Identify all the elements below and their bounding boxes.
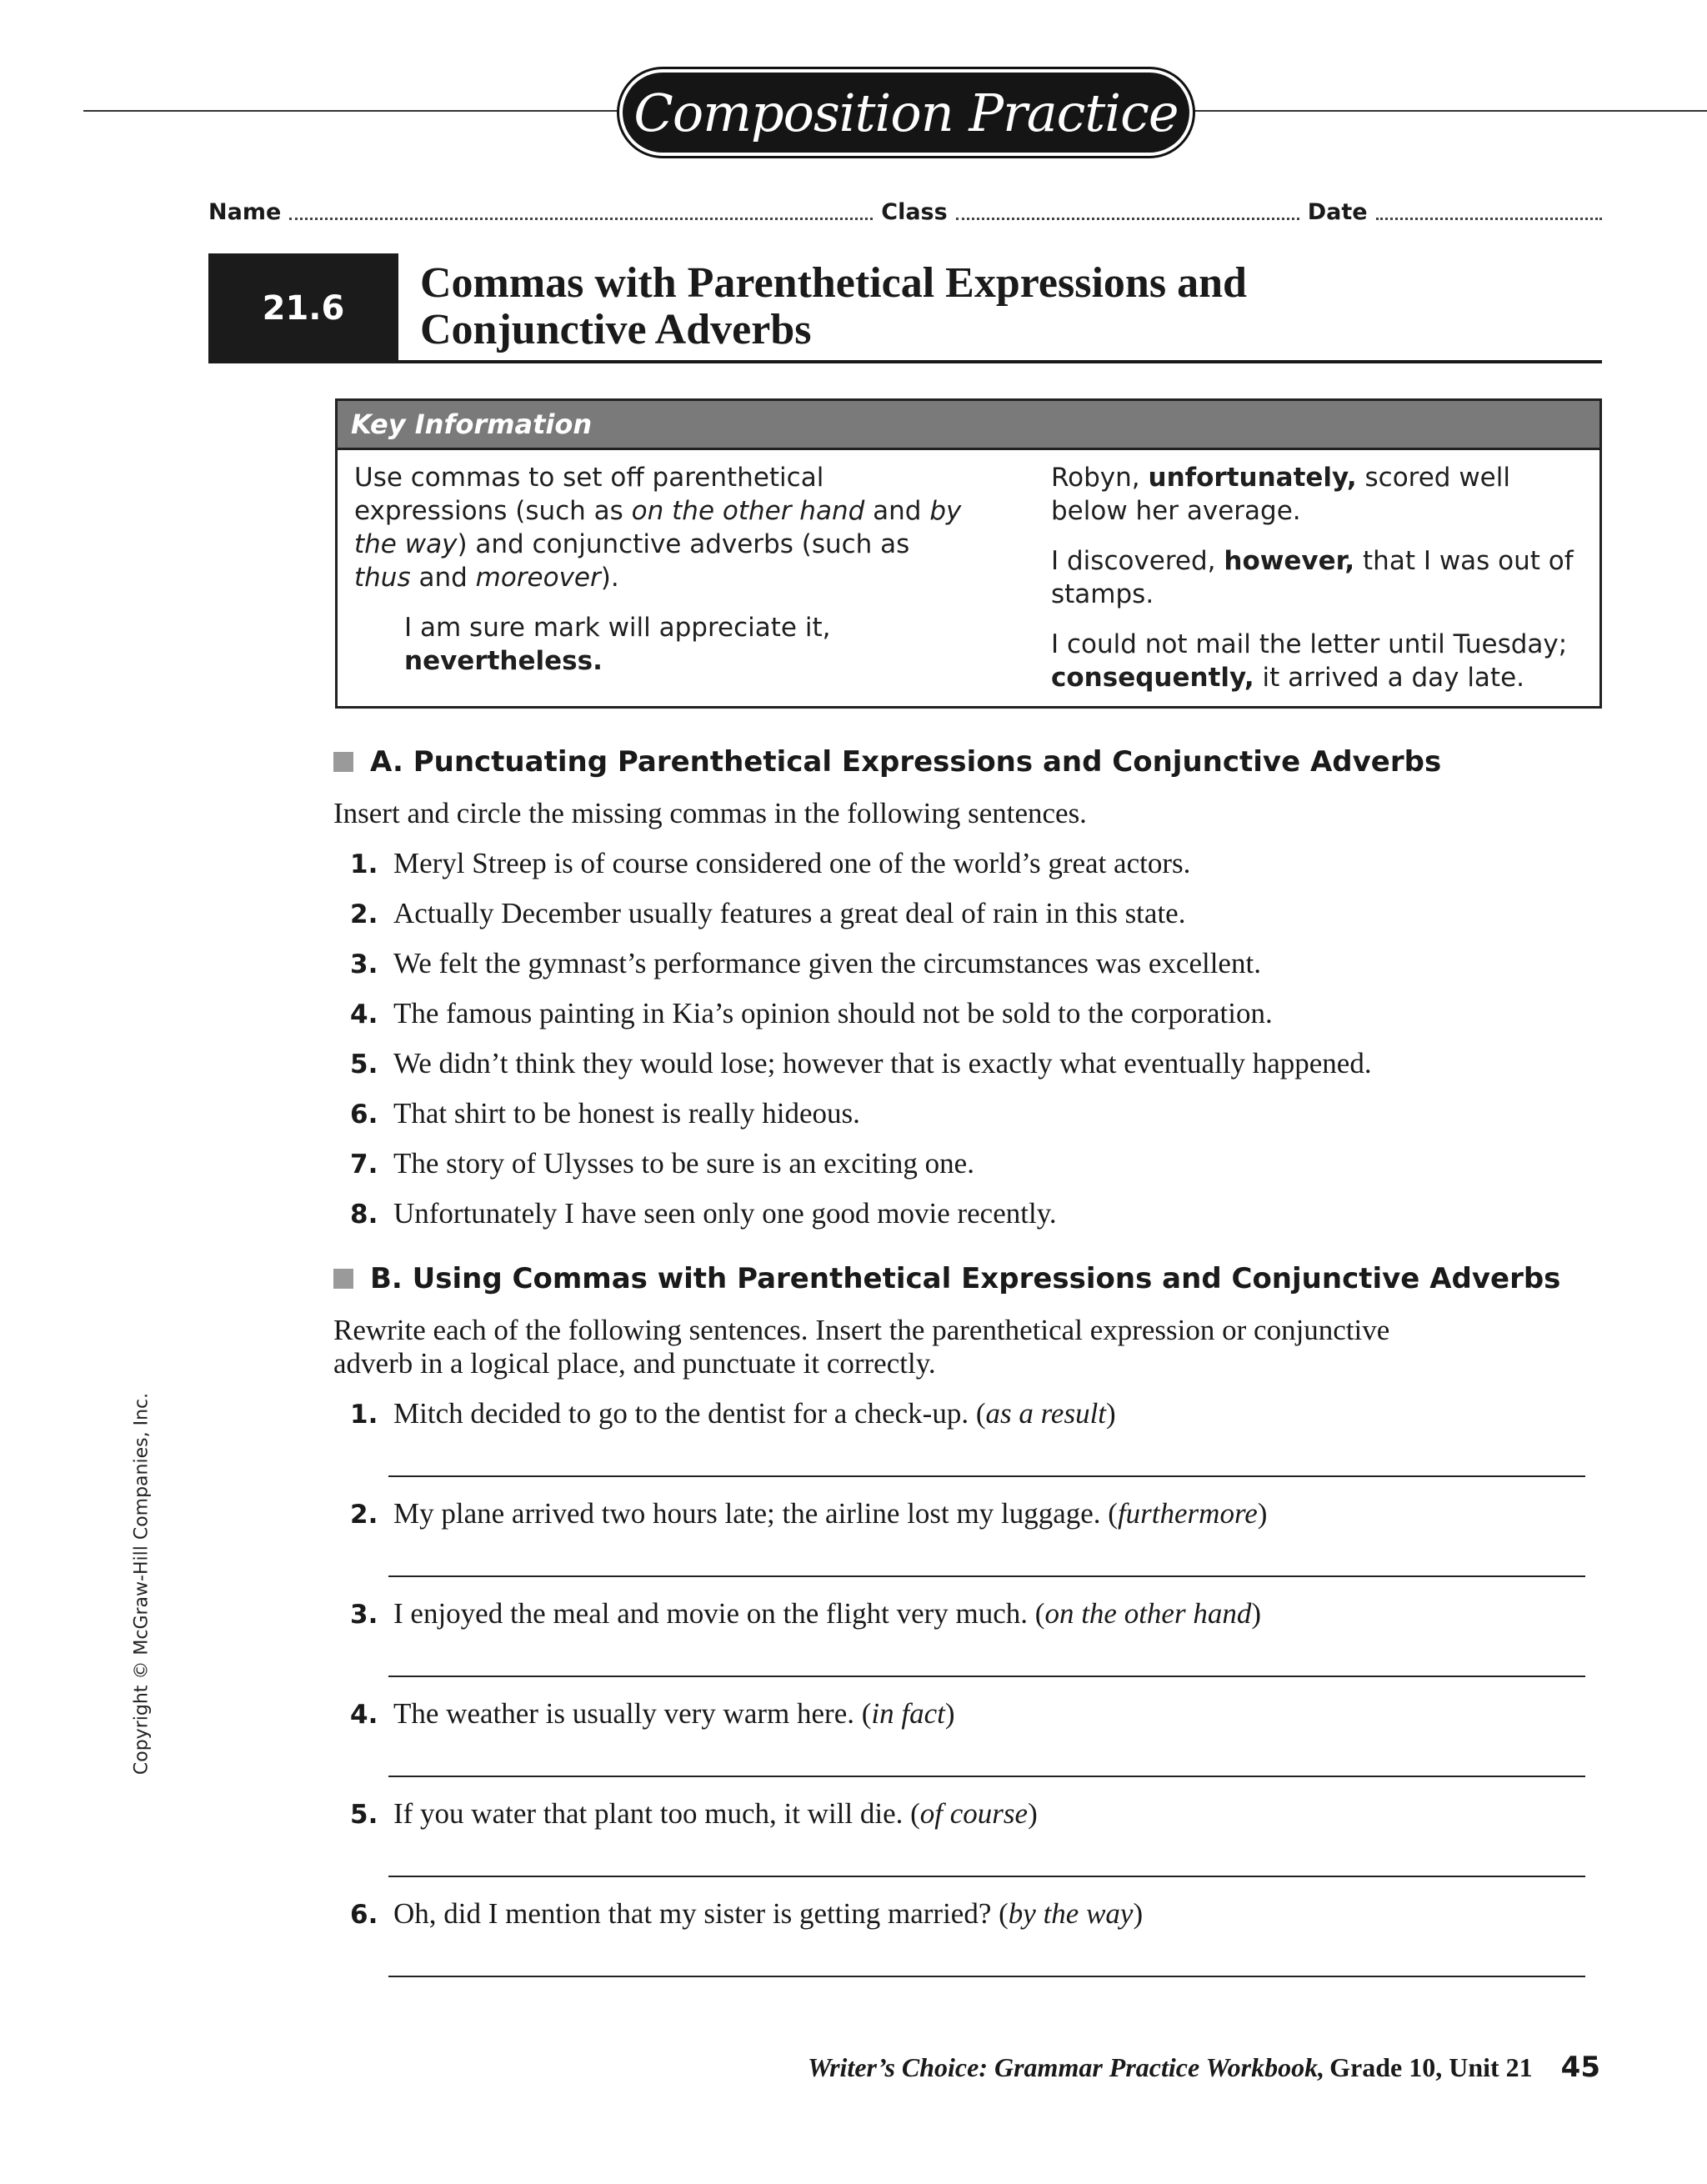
item-close-paren: ): [1251, 1597, 1261, 1630]
section-b-item-5: [350, 1797, 1038, 1831]
section-b-item-2: [350, 1497, 1267, 1531]
item-text: I enjoyed the meal and movie on the flight very much. (: [393, 1597, 1045, 1630]
square-bullet-icon: [333, 752, 353, 772]
lesson-title: [420, 260, 1587, 353]
copyright-notice: Copyright © McGraw-Hill Companies, Inc.: [131, 1392, 153, 1776]
item-text: That shirt to be honest is really hideous.: [393, 1097, 860, 1130]
item-number: 5.: [350, 1049, 378, 1079]
item-close-paren: ): [1257, 1497, 1268, 1530]
footer-grade-unit: Grade 10, Unit 21: [1329, 2052, 1533, 2082]
item-number: 2.: [350, 899, 378, 929]
item-number: 3.: [350, 949, 378, 979]
item-number: 3.: [350, 1600, 378, 1630]
key-information-heading: Key Information: [338, 401, 1599, 450]
item-close-paren: ): [1028, 1797, 1038, 1830]
example-left-text: I am sure mark will appreciate it,: [404, 613, 831, 643]
section-a-item-7: [350, 1147, 974, 1181]
item-number: 7.: [350, 1150, 378, 1180]
lesson-title-line1: Commas with Parenthetical Expressions and: [420, 259, 1247, 307]
item-hint: on the other hand: [1044, 1597, 1252, 1630]
section-a-instructions: Insert and circle the missing commas in the following sentences.: [333, 797, 1087, 829]
date-field[interactable]: [1376, 218, 1602, 220]
example-3-text-a: I could not mail the letter until Tuesday;: [1051, 629, 1568, 659]
square-bullet-icon: [333, 1269, 353, 1289]
item-number: 2.: [350, 1500, 378, 1530]
example-2-text-c: that I was out of stamps.: [1051, 546, 1574, 609]
item-hint: furthermore: [1117, 1497, 1258, 1530]
rule-text-2: and: [864, 496, 930, 526]
lesson-title-line2: Conjunctive Adverbs: [420, 306, 812, 353]
section-b-item-6: [350, 1897, 1143, 1931]
section-b-heading-text: B. Using Commas with Parenthetical Expressions and Conjunctive Adverbs: [370, 1262, 1561, 1295]
item-number: 8.: [350, 1200, 378, 1230]
item-hint: as a result: [985, 1397, 1107, 1430]
name-label: Name: [208, 199, 282, 225]
section-a-item-4: [350, 997, 1273, 1031]
item-number: 6.: [350, 1100, 378, 1130]
example-3-text-c: it arrived a day late.: [1254, 663, 1525, 693]
key-info-example-1: [1051, 461, 1584, 528]
example-3-bold: consequently,: [1051, 663, 1254, 693]
item-text: We didn’t think they would lose; however that is exactly what eventually happened.: [393, 1047, 1372, 1079]
rule-text-3: ) and conjunctive adverbs (such as: [457, 529, 910, 559]
item-close-paren: ): [944, 1697, 955, 1730]
lesson-number: 21.6: [208, 253, 398, 363]
item-text: The weather is usually very warm here. (: [393, 1697, 872, 1730]
section-a-item-1: [350, 847, 1190, 881]
key-info-right-column: [1051, 461, 1584, 711]
section-a-item-6: [350, 1097, 860, 1131]
item-hint: in fact: [871, 1697, 945, 1730]
section-b-heading: [333, 1262, 1560, 1295]
header-rule-left: [83, 110, 625, 112]
item-close-paren: ): [1133, 1897, 1144, 1930]
lesson-rule: [398, 360, 1602, 363]
date-label: Date: [1307, 199, 1368, 225]
section-b-instructions: [333, 1314, 1534, 1380]
section-a-heading: [333, 745, 1441, 779]
answer-line-3[interactable]: [388, 1676, 1585, 1677]
answer-line-5[interactable]: [388, 1876, 1585, 1877]
section-a-item-5: [350, 1047, 1372, 1081]
example-1-text-c: scored well below her average.: [1051, 463, 1510, 526]
section-b-item-4: [350, 1697, 955, 1731]
rule-example-2: by the way: [354, 496, 962, 559]
item-close-paren: ): [1106, 1397, 1116, 1430]
page-number: 45: [1560, 2051, 1600, 2084]
section-a-item-3: [350, 947, 1261, 981]
rule-text-5: ).: [600, 563, 619, 593]
footer-book-title: Writer’s Choice: Grammar Practice Workbook,: [808, 2052, 1325, 2082]
item-hint: by the way: [1008, 1897, 1134, 1930]
item-number: 5.: [350, 1800, 378, 1830]
page-footer: [808, 2051, 1600, 2084]
item-text: Actually December usually features a great deal of rain in this state.: [393, 897, 1186, 929]
item-text: My plane arrived two hours late; the airline lost my luggage. (: [393, 1497, 1118, 1530]
item-text: We felt the gymnast’s performance given the circumstances was excellent.: [393, 947, 1261, 979]
section-a-heading-text: A. Punctuating Parenthetical Expressions and Conjunctive Adverbs: [370, 745, 1442, 779]
section-b-instructions-line1: Rewrite each of the following sentences. Insert the parenthetical expression or conjunctive: [333, 1314, 1390, 1346]
rule-example-1: on the other hand: [631, 496, 865, 526]
item-number: 1.: [350, 849, 378, 879]
item-number: 4.: [350, 1700, 378, 1730]
example-2-bold: however,: [1224, 546, 1355, 576]
key-info-left-column: [354, 461, 971, 694]
item-number: 4.: [350, 999, 378, 1029]
key-info-example-3: [1051, 628, 1584, 694]
example-1-bold: unfortunately,: [1148, 463, 1357, 493]
item-number: 6.: [350, 1900, 378, 1930]
item-text: Oh, did I mention that my sister is getting married? (: [393, 1897, 1009, 1930]
example-2-text-a: I discovered,: [1051, 546, 1224, 576]
key-info-rule: [354, 461, 971, 594]
name-class-date-bar: [208, 192, 1602, 225]
example-left-bold: nevertheless.: [404, 646, 603, 676]
key-info-example-left: [354, 611, 904, 678]
key-information-box: [335, 398, 1602, 709]
answer-line-1[interactable]: [388, 1475, 1585, 1477]
section-b-instructions-line2: adverb in a logical place, and punctuate it correctly.: [333, 1347, 936, 1380]
banner-title: Composition Practice: [623, 73, 1189, 153]
rule-example-4: moreover: [475, 563, 601, 593]
example-1-text-a: Robyn,: [1051, 463, 1149, 493]
class-label: Class: [881, 199, 948, 225]
item-hint: of course: [919, 1797, 1029, 1830]
key-info-example-2: [1051, 544, 1584, 611]
item-text: The famous painting in Kia’s opinion should not be sold to the corporation.: [393, 997, 1273, 1029]
rule-example-3: thus: [354, 563, 411, 593]
section-a-item-2: [350, 897, 1185, 931]
name-field[interactable]: [289, 218, 873, 220]
item-text: Meryl Streep is of course considered one of the world’s great actors.: [393, 847, 1191, 879]
title-banner: [617, 67, 1195, 158]
rule-text-1: Use commas to set off parenthetical expressions (such as: [354, 463, 824, 526]
item-text: Mitch decided to go to the dentist for a check-up. (: [393, 1397, 986, 1430]
section-a-item-8: [350, 1197, 1057, 1231]
answer-line-4[interactable]: [388, 1776, 1585, 1777]
answer-line-2[interactable]: [388, 1575, 1585, 1577]
answer-line-6[interactable]: [388, 1976, 1585, 1977]
item-text: The story of Ulysses to be sure is an exciting one.: [393, 1147, 974, 1180]
section-b-item-1: [350, 1397, 1116, 1431]
item-number: 1.: [350, 1400, 378, 1430]
class-field[interactable]: [956, 218, 1299, 220]
section-b-item-3: [350, 1597, 1261, 1631]
rule-text-4: and: [410, 563, 476, 593]
item-text: Unfortunately I have seen only one good movie recently.: [393, 1197, 1057, 1230]
item-text: If you water that plant too much, it will die. (: [393, 1797, 920, 1830]
header-rule-right: [1187, 110, 1707, 112]
